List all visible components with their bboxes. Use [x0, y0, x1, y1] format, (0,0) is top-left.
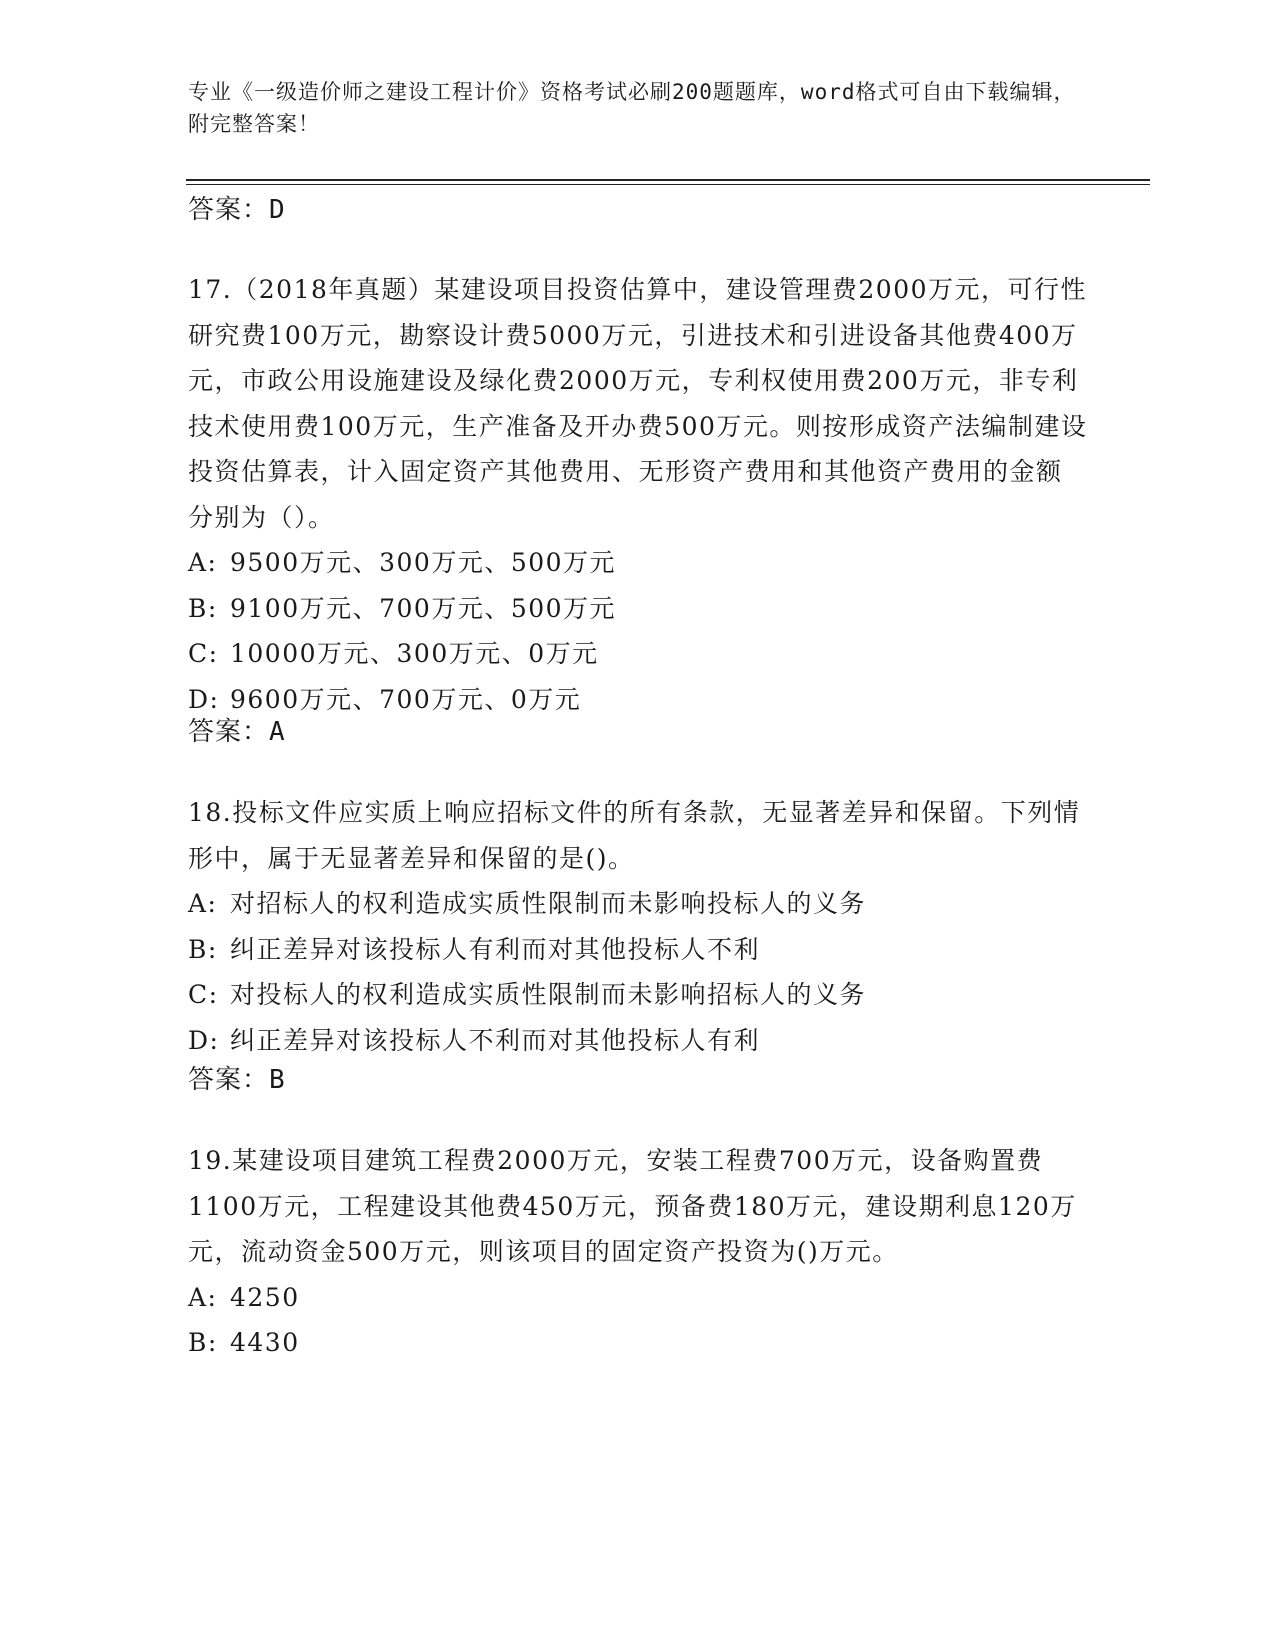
option-label: B: [188, 593, 218, 623]
option-text: 9100万元、700万元、500万元 [230, 593, 617, 623]
option-c [188, 972, 1088, 1018]
option-text: 10000万元、300万元、0万元 [230, 639, 599, 668]
option-text: 4430 [230, 1328, 300, 1357]
option-label: B: [188, 1328, 218, 1357]
question-text: 17.（2018年真题）某建设项目投资估算中，建设管理费2000万元，可行性研究费100万元，勘察设计费5000万元，引进技术和引进设备其他费400万元，市政公用设施建设及绿化费2000万元，专利权使用费200万元，非专利技术使用费100万元，生产准备及开办费500万元。则按形成资产法编制建设投资估算表，计入固定资产其他费用、无形资产费用和其他资产费用的金额分别为（）。 [188, 275, 1088, 532]
option-d [188, 677, 1088, 723]
answer-18: 答案：B [188, 1065, 286, 1095]
previous-answer: 答案：D [188, 195, 286, 225]
option-text: 9500万元、300万元、500万元 [230, 548, 617, 577]
option-b [188, 586, 1088, 632]
option-text: 纠正差异对该投标人不利而对其他投标人有利 [230, 1025, 761, 1055]
option-text: 对投标人的权利造成实质性限制而未影响招标人的义务 [230, 980, 867, 1009]
answer-17: 答案：A [188, 717, 286, 747]
question-text: 19.某建设项目建筑工程费2000万元，安装工程费700万元，设备购置费1100万元，工程建设其他费450万元，预备费180万元，建设期利息120万元，流动资金500万元，则该项目的固定资产投资为()万元。 [188, 1146, 1077, 1266]
option-c [188, 631, 1088, 677]
header-divider [186, 179, 1150, 181]
option-label: D: [188, 1025, 220, 1055]
option-label: C: [188, 639, 219, 668]
document-header: 专业《一级造价师之建设工程计价》资格考试必刷200题题库，word格式可自由下载编辑，附完整答案！ [188, 80, 1076, 136]
option-text: 对招标人的权利造成实质性限制而未影响投标人的义务 [230, 889, 867, 918]
option-a [188, 1275, 1088, 1321]
option-a [188, 540, 1088, 586]
option-label: A: [188, 889, 218, 918]
option-b [188, 1320, 1088, 1366]
question-18 [188, 790, 1088, 1063]
option-a [188, 881, 1088, 927]
option-text: 4250 [230, 1282, 300, 1312]
option-b [188, 927, 1088, 973]
option-label: A: [188, 548, 218, 577]
option-text: 纠正差异对该投标人有利而对其他投标人不利 [230, 934, 761, 964]
option-label: B: [188, 934, 218, 964]
option-label: A: [188, 1282, 218, 1312]
option-label: C: [188, 980, 219, 1009]
question-text: 18.投标文件应实质上响应招标文件的所有条款，无显著差异和保留。下列情形中，属于无显著差异和保留的是()。 [188, 798, 1081, 873]
question-17 [188, 267, 1088, 722]
option-d [188, 1018, 1088, 1064]
header-divider-thin [186, 184, 1150, 185]
option-text: 9600万元、700万元、0万元 [230, 684, 582, 714]
question-19 [188, 1138, 1088, 1366]
option-label: D: [188, 684, 220, 714]
